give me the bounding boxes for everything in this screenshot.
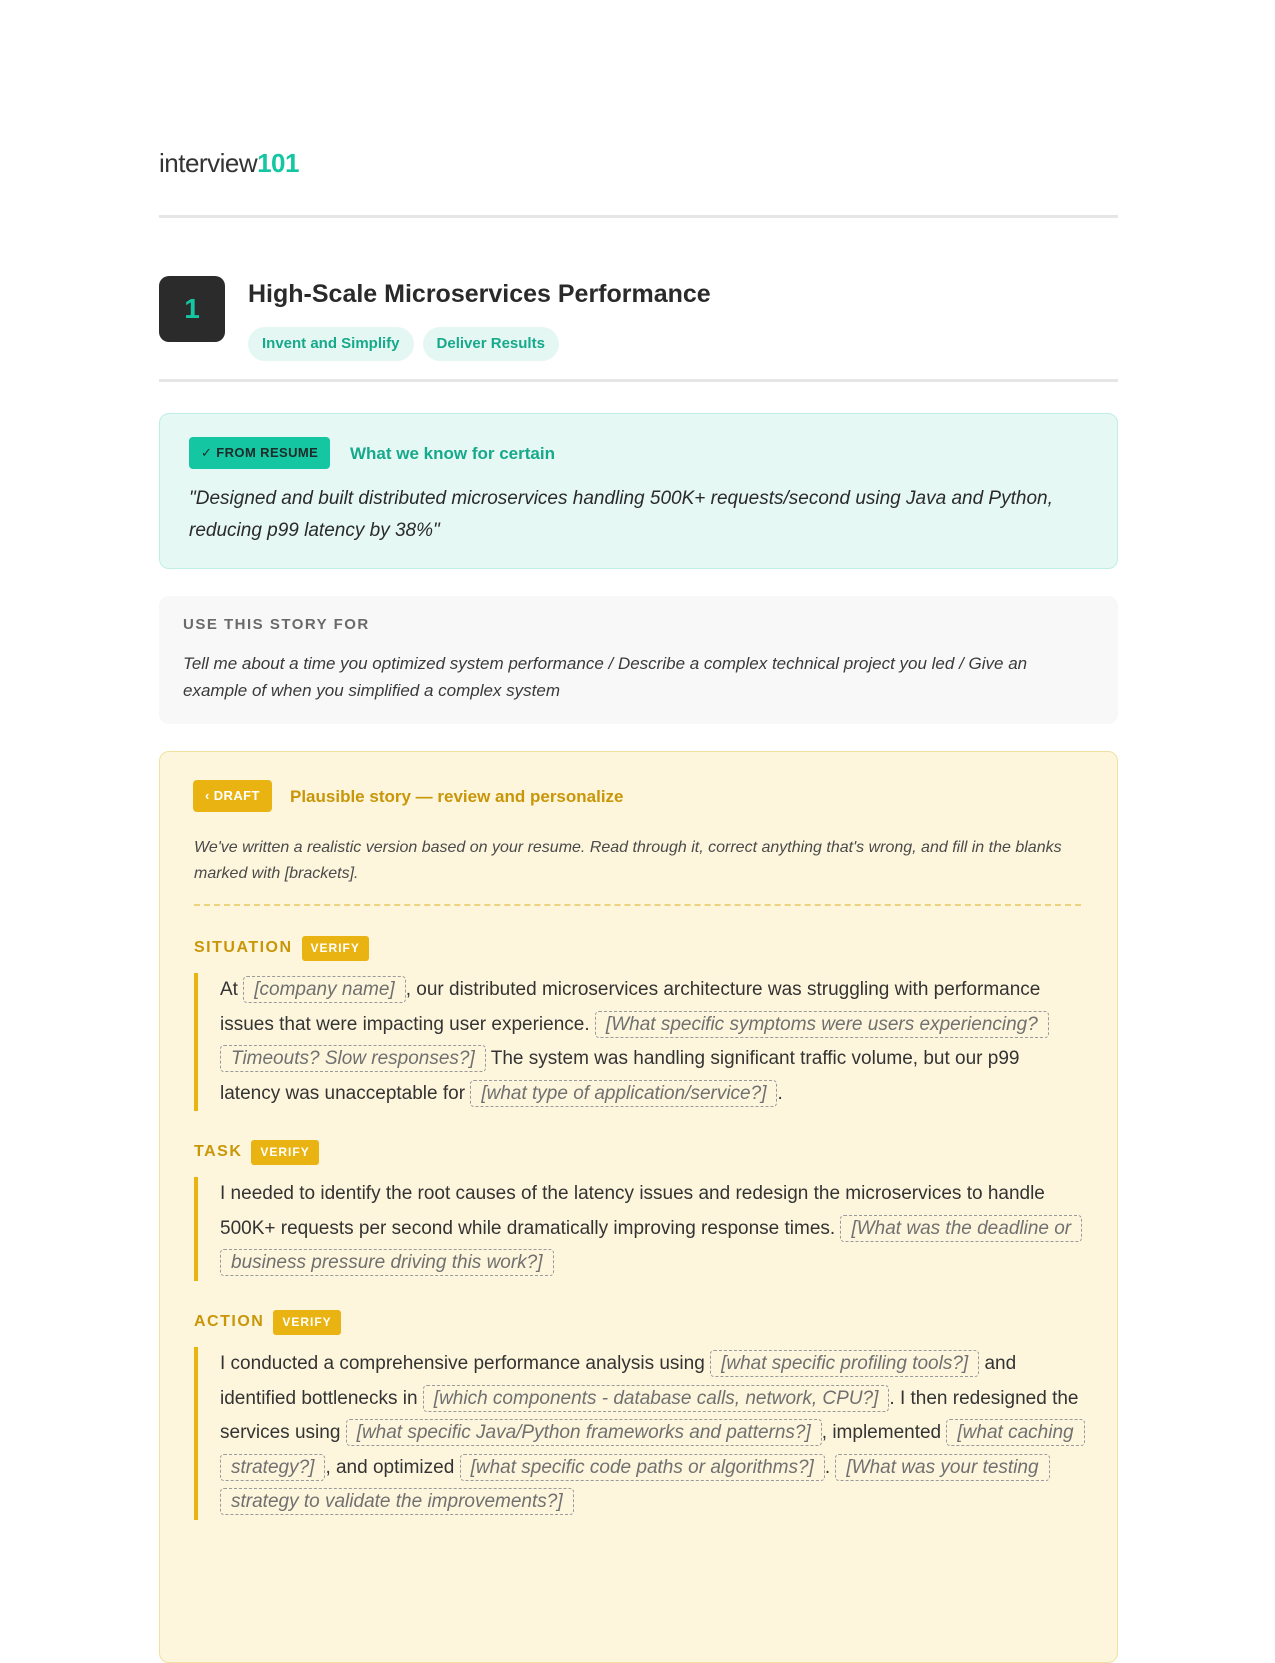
title-divider	[159, 379, 1118, 382]
situation-body	[194, 973, 1084, 1111]
draft-panel	[159, 751, 1118, 1663]
story-title: High-Scale Microservices Performance	[248, 280, 711, 308]
task-text: I needed to identify the root causes of the latency issues and redesign the microservices to handle 500K+ requests per second while dramatically improving response times.	[220, 1183, 1045, 1239]
situation-text: At	[220, 979, 244, 1000]
action-blank-code-paths[interactable]: [what specific code paths or algorithms?]	[460, 1454, 825, 1481]
action-blank-profiling-tools[interactable]: [what specific profiling tools?]	[710, 1350, 979, 1377]
task-blank-deadline[interactable]: [What was the deadline or business pressure driving this work?]	[220, 1215, 1082, 1277]
situation-section	[194, 935, 1084, 1111]
action-section	[194, 1309, 1084, 1520]
story-number-badge: 1	[159, 276, 225, 342]
task-body	[194, 1177, 1084, 1281]
logo-text-101: 101	[257, 148, 299, 178]
task-title: TASK	[194, 1143, 243, 1160]
situation-verify-badge: VERIFY	[302, 936, 369, 961]
header-divider	[159, 215, 1118, 218]
draft-intro: We've written a realistic version based on your resume. Read through it, correct anything that's wrong, and fill in the blanks marked with [brackets].	[194, 839, 1062, 882]
logo[interactable]	[159, 148, 299, 179]
use-story-for-panel	[159, 596, 1118, 724]
logo-text-interview: interview	[159, 148, 258, 178]
from-resume-badge: ✓ FROM RESUME	[189, 437, 330, 469]
draft-caption: Plausible story — review and personalize	[290, 787, 624, 806]
action-blank-frameworks[interactable]: [what specific Java/Python frameworks and patterns?]	[346, 1419, 822, 1446]
situation-text: .	[777, 1082, 783, 1104]
action-text: , implemented	[821, 1422, 947, 1443]
draft-badge: ‹ DRAFT	[193, 780, 272, 812]
task-section	[194, 1139, 1084, 1281]
action-text: , and optimized	[325, 1456, 460, 1478]
situation-text: , our distributed microservices architecture was struggling with performance issues that were impacting user experience.	[220, 979, 1041, 1035]
action-blank-testing[interactable]: [What was your testing strategy to validate the improvements?]	[220, 1454, 1050, 1516]
action-blank-caching[interactable]: [what caching strategy?]	[220, 1419, 1085, 1481]
action-title: ACTION	[194, 1313, 265, 1330]
principle-tags	[248, 327, 559, 361]
use-story-for-heading: USE THIS STORY FOR	[183, 616, 370, 633]
task-verify-badge: VERIFY	[251, 1140, 318, 1165]
situation-text: The system was handling significant traffic volume, but our p99 latency was unacceptable for	[220, 1048, 1020, 1104]
action-verify-badge: VERIFY	[273, 1310, 340, 1335]
action-text: . I then redesigned the services using	[220, 1387, 1079, 1443]
situation-blank-application[interactable]: [what type of application/service?]	[470, 1080, 777, 1107]
from-resume-panel	[159, 413, 1118, 569]
from-resume-caption: What we know for certain	[350, 444, 555, 463]
situation-blank-company[interactable]: [company name]	[243, 976, 405, 1003]
tag-invent-and-simplify: Invent and Simplify	[248, 327, 414, 361]
action-body	[194, 1347, 1084, 1520]
page	[159, 0, 1118, 1650]
situation-blank-symptoms[interactable]: [What specific symptoms were users experiencing? Timeouts? Slow responses?]	[220, 1011, 1049, 1073]
tag-deliver-results: Deliver Results	[423, 327, 559, 361]
resume-quote: "Designed and built distributed microservices handling 500K+ requests/second using Java and Python, reducing p99 latency by 38%"	[189, 488, 1053, 541]
action-blank-components[interactable]: [which components - database calls, network, CPU?]	[423, 1385, 890, 1412]
draft-divider	[194, 904, 1081, 906]
situation-title: SITUATION	[194, 939, 293, 956]
action-text: I conducted a comprehensive performance analysis using	[220, 1353, 711, 1374]
action-text: .	[824, 1456, 836, 1478]
use-story-for-questions: Tell me about a time you optimized system performance / Describe a complex technical project you led / Give an example of when you simplified a complex system	[183, 654, 1028, 700]
action-text: and identified bottlenecks in	[220, 1353, 1017, 1409]
